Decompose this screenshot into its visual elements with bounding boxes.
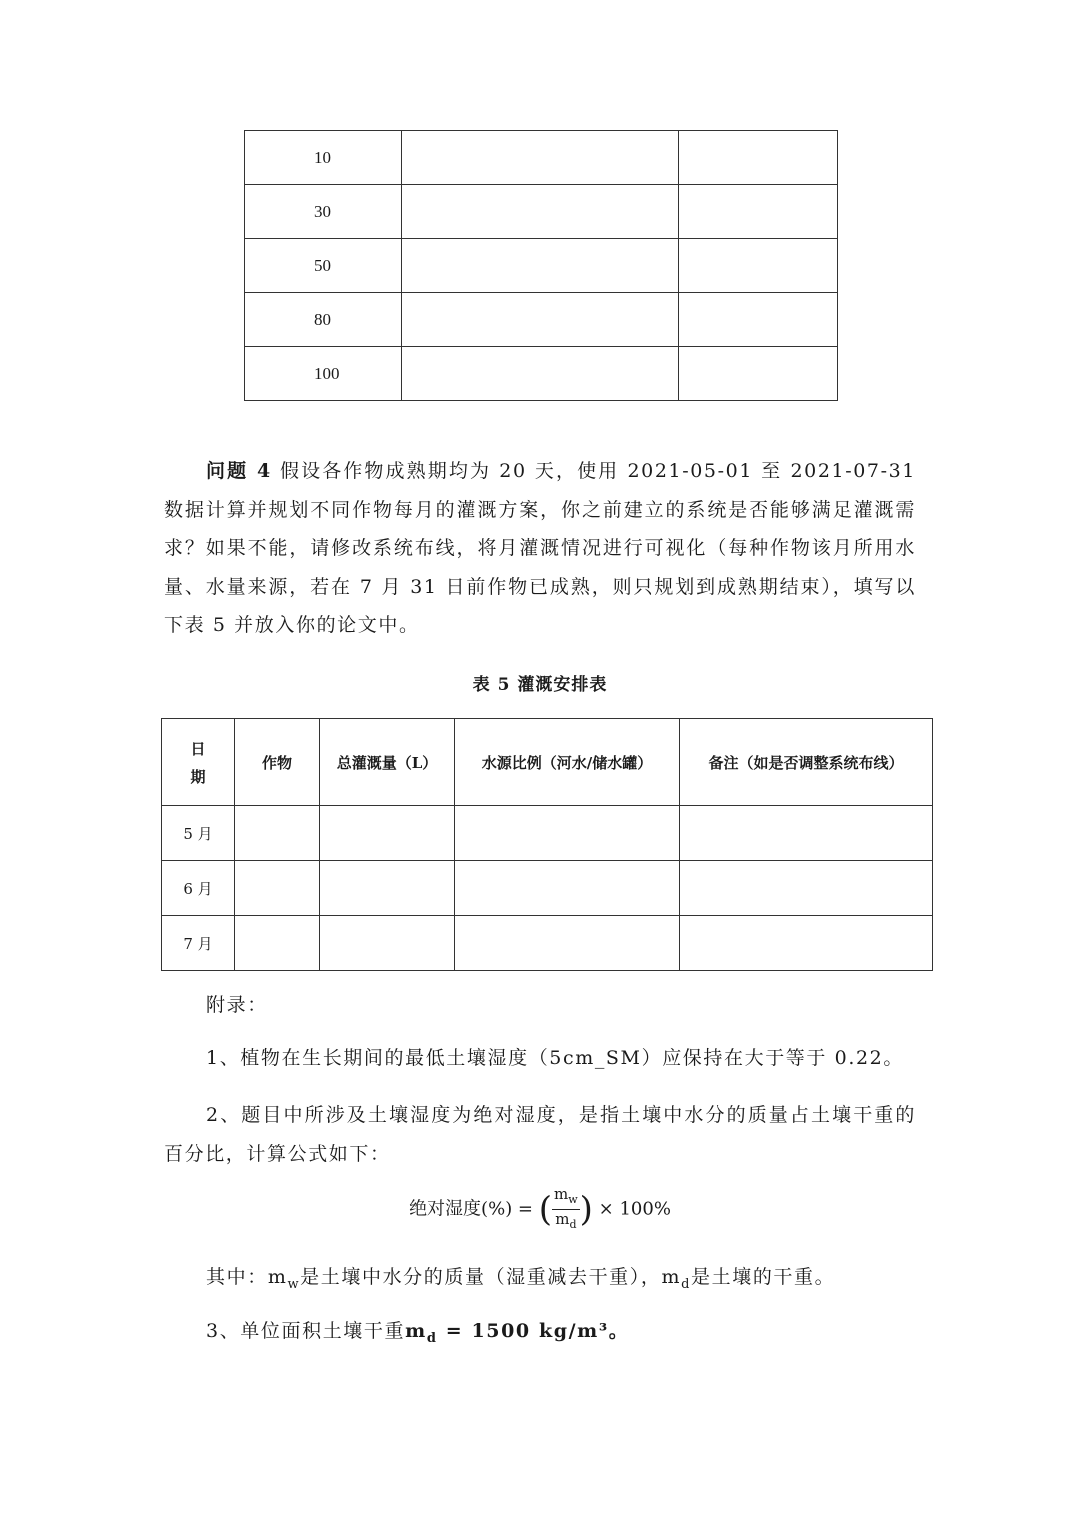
month-cell: 6 月 [162, 861, 235, 916]
column-header-total: 总灌溉量（L） [320, 719, 455, 806]
column-header-date [162, 719, 235, 806]
table-row [245, 239, 838, 293]
table-row [245, 347, 838, 401]
question-4-text: 假设各作物成熟期均为 20 天，使用 2021-05-01 至 2021-07-31 数据计算并规划不同作物每月的灌溉方案，你之前建立的系统是否能够满足灌溉需求？如果不能，请修改系统布线，将月灌溉情况进行可视化（每种作物该月所用水量、水量来源，若在 7 月 31 日前作物已成熟，则只规划到成熟期结束），填写以下表 5 并放入你的论文中。 [164, 460, 916, 636]
formula-paren-open: ( [538, 1189, 553, 1230]
top-table [244, 130, 838, 401]
month-cell: 7 月 [162, 916, 235, 971]
table-cell [455, 916, 680, 971]
question-4-paragraph [164, 452, 916, 645]
table-cell [680, 861, 933, 916]
symbol-mw: $m_w$ [267, 1266, 301, 1292]
table-cell-label: 50 [245, 239, 402, 293]
table-row [162, 916, 933, 971]
formula-lhs: 绝对湿度(%) = [409, 1198, 539, 1220]
formula-paren-close: ) [579, 1189, 593, 1230]
table-cell [235, 916, 320, 971]
table-cell [679, 131, 838, 185]
column-header-source: 水源比例（河水/储水罐） [455, 719, 680, 806]
table-row [245, 131, 838, 185]
column-header-date-line2: 期 [190, 768, 206, 786]
table-cell [320, 861, 455, 916]
table-row [162, 861, 933, 916]
table-cell [235, 806, 320, 861]
table-cell [402, 131, 679, 185]
table-cell [320, 806, 455, 861]
symbol-md: $m_d$ [661, 1266, 692, 1292]
table-cell [455, 861, 680, 916]
formula-fraction [552, 1185, 580, 1234]
formula-numerator: $m_w$ [552, 1185, 580, 1210]
humidity-formula [0, 1185, 1080, 1234]
table-row [245, 293, 838, 347]
appendix-item-1: 1、植物在生长期间的最低土壤湿度（5cm_SM）应保持在大于等于 0.22。 [206, 1047, 904, 1069]
table-cell [679, 293, 838, 347]
table-header-row [162, 719, 933, 806]
table-cell-label: 80 [245, 293, 402, 347]
appendix-item-3: 3、单位面积土壤干重$m_d = 1500$ kg/m³。 [206, 1320, 630, 1346]
table-5-caption: 表 5 灌溉安排表 [472, 675, 608, 695]
table-cell [402, 185, 679, 239]
appendix-item-2: 2、题目中所涉及土壤湿度为绝对湿度，是指土壤中水分的质量占土壤干重的百分比，计算公式如下： [164, 1104, 916, 1165]
column-header-crop: 作物 [235, 719, 320, 806]
formula-rhs: × 100% [592, 1198, 671, 1220]
table-row [162, 806, 933, 861]
formula-denominator: $m_d$ [555, 1210, 577, 1231]
table-cell [679, 239, 838, 293]
table-cell [679, 185, 838, 239]
table-row [245, 185, 838, 239]
table-cell [402, 239, 679, 293]
table-cell [320, 916, 455, 971]
question-4-label: 问题 4 [206, 460, 272, 482]
table-cell-label: 10 [245, 131, 402, 185]
month-cell: 5 月 [162, 806, 235, 861]
table-cell [679, 347, 838, 401]
column-header-date-line1: 日 [190, 740, 206, 758]
appendix-where: 其中：$m_w$是土壤中水分的质量（湿重减去干重），$m_d$是土壤的干重。 [206, 1266, 836, 1292]
table-cell [402, 293, 679, 347]
table-cell [455, 806, 680, 861]
column-header-note: 备注（如是否调整系统布线） [680, 719, 933, 806]
appendix-title: 附录： [206, 994, 268, 1016]
symbol-md-value: $m_d = 1500$ kg/m³。 [405, 1320, 630, 1346]
table-cell [402, 347, 679, 401]
table-cell-label: 100 [245, 347, 402, 401]
irrigation-schedule-table [161, 718, 933, 971]
table-cell [235, 861, 320, 916]
table-cell [680, 806, 933, 861]
table-cell [680, 916, 933, 971]
table-cell-label: 30 [245, 185, 402, 239]
